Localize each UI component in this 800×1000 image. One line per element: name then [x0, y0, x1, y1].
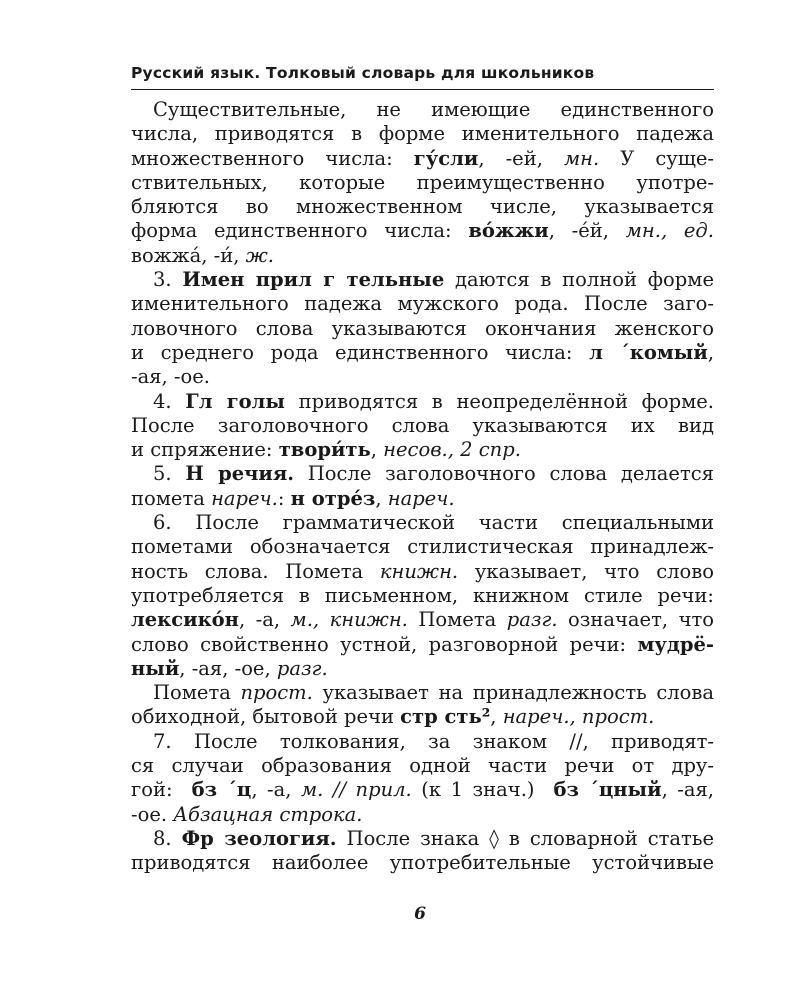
grammar-mark: книжн.	[379, 559, 459, 583]
text-run: вожжа́, -и́,	[131, 243, 246, 267]
text-run: -ое.	[131, 802, 174, 826]
running-head-rule	[131, 89, 714, 90]
text-line	[131, 365, 714, 389]
text-run: , -а,	[238, 608, 291, 632]
text-line	[131, 414, 714, 438]
grammar-mark: м. // прил.	[300, 778, 412, 802]
text-line	[131, 147, 714, 171]
text-line	[131, 705, 714, 729]
text-run: обиходной, бытовой речи	[131, 705, 401, 729]
text-line	[131, 778, 714, 802]
text-run: ,	[375, 486, 388, 510]
text-line	[131, 487, 714, 511]
grammar-mark: прост.	[240, 681, 313, 705]
text-line	[131, 803, 714, 827]
text-line	[131, 560, 714, 584]
text-run: форма единственного числа:	[131, 219, 469, 243]
text-run: ,	[707, 340, 715, 364]
text-run: именительного падежа мужского рода. После заго-	[131, 292, 714, 316]
text-run: приводятся наиболее употребительные устойчивые	[131, 851, 714, 875]
text-run: Помета	[153, 681, 241, 705]
text-line	[131, 851, 714, 875]
text-run: приводятся в неопределённой форме.	[284, 389, 714, 413]
grammar-mark: нареч.	[211, 486, 278, 510]
text-run: (к 1 знач.)	[411, 778, 554, 802]
text-line	[131, 98, 714, 122]
text-line	[131, 122, 714, 146]
grammar-mark: Абзацная строка.	[173, 802, 363, 826]
text-run: 5.	[153, 462, 186, 486]
text-run: множественного числа:	[131, 146, 414, 170]
grammar-mark: несов., 2 спр.	[383, 438, 521, 462]
text-line	[131, 608, 714, 632]
text-line	[131, 633, 714, 657]
headword: л ´комый	[589, 340, 708, 364]
text-run: После знака ◊ в словарной статье	[336, 826, 714, 850]
grammar-mark: разг.	[276, 656, 328, 680]
text-line	[131, 195, 714, 219]
text-line	[131, 292, 714, 316]
text-run: означает, что	[557, 608, 714, 632]
text-run: пометами обозначается стилистическая принадлеж-	[131, 535, 714, 559]
headword: Фр зеология.	[181, 826, 337, 850]
text-run: , -ая,	[661, 778, 715, 802]
text-run: После заголовочного слова делается	[294, 462, 714, 486]
text-run: ность слова. Помета	[131, 559, 380, 583]
running-head: Русский язык. Толковый словарь для школьников	[131, 64, 595, 82]
grammar-mark: разг.	[506, 608, 558, 632]
text-run: и спряжение:	[131, 438, 279, 462]
text-line	[131, 657, 714, 681]
text-run: ловочного слова указываются окончания женского	[131, 316, 714, 340]
grammar-mark: мн.	[563, 146, 600, 170]
text-line	[131, 730, 714, 754]
text-run: помета	[131, 486, 212, 510]
text-line	[131, 511, 714, 535]
text-run: указывает, что слово	[458, 559, 714, 583]
text-run: , -а,	[251, 778, 301, 802]
headword: Н речия.	[185, 462, 295, 486]
text-line	[131, 390, 714, 414]
headword: во́жжи	[468, 219, 549, 243]
text-run: , -ей,	[478, 146, 564, 170]
headword: мудрё-	[637, 632, 714, 656]
text-run: Помета	[407, 608, 507, 632]
page-number: 6	[414, 904, 426, 924]
text-line	[131, 438, 714, 462]
text-run: , -ая, -ое,	[179, 656, 277, 680]
headword: лексико́н	[131, 608, 239, 632]
headword: Гл голы	[185, 389, 285, 413]
text-run: Существительные, не имеющие единственного	[153, 98, 714, 121]
text-line	[131, 317, 714, 341]
headword: стр сть²	[400, 705, 491, 729]
text-run: даются в полной форме	[444, 268, 714, 292]
text-run: ствительных, которые преимущественно употре-	[131, 170, 714, 194]
grammar-mark: м., книжн.	[290, 608, 408, 632]
headword: Имен прил г тельные	[182, 268, 445, 292]
text-line	[131, 244, 714, 268]
text-line	[131, 827, 714, 851]
text-run: После заголовочного слова указываются их вид	[131, 413, 714, 437]
text-run: 7. После толкования, за знаком //, приводят-	[153, 729, 714, 753]
text-run: ся случаи образования одной части речи от дру-	[131, 754, 714, 778]
text-line	[131, 171, 714, 195]
body-text	[131, 98, 714, 876]
text-run: употребляется в письменном, книжном стиле речи:	[131, 583, 714, 607]
text-run: гой:	[131, 778, 192, 802]
text-run: бляются во множественном числе, указывается	[131, 195, 714, 219]
headword: бз ´цный	[553, 778, 662, 802]
text-line	[131, 535, 714, 559]
grammar-mark: нареч.	[387, 486, 455, 510]
text-run: и среднего рода единственного числа:	[131, 340, 590, 364]
headword: гу́сли	[413, 146, 479, 170]
grammar-mark: нареч., прост.	[502, 705, 655, 729]
text-run: 6. После грамматической части специальными	[153, 511, 714, 535]
text-line	[131, 219, 714, 243]
text-line	[131, 754, 714, 778]
text-line	[131, 268, 714, 292]
text-run: числа, приводятся в форме именительного падежа	[131, 122, 714, 146]
text-line	[131, 681, 714, 705]
text-line	[131, 341, 714, 365]
text-run: У суще-	[599, 146, 715, 170]
text-run: ,	[490, 705, 503, 729]
text-run: :	[277, 486, 291, 510]
text-run: 3.	[153, 268, 183, 292]
text-run: ,	[370, 438, 384, 462]
text-run: -ая, -ое.	[131, 365, 210, 389]
text-line	[131, 584, 714, 608]
text-run: 4.	[153, 389, 186, 413]
text-run: 8.	[153, 826, 182, 850]
text-run: , -е́й,	[548, 219, 626, 243]
text-line	[131, 462, 714, 486]
headword: н отре́з	[290, 486, 376, 510]
headword: твори́ть	[278, 438, 371, 462]
grammar-mark: мн., ед.	[625, 219, 714, 243]
grammar-mark: ж.	[245, 243, 274, 267]
text-run: слово свойственно устной, разговорной речи:	[131, 632, 638, 656]
headword: бз ´ц	[191, 778, 252, 802]
text-run: указывает на принадлежность слова	[312, 681, 714, 705]
headword: ный	[131, 656, 180, 680]
